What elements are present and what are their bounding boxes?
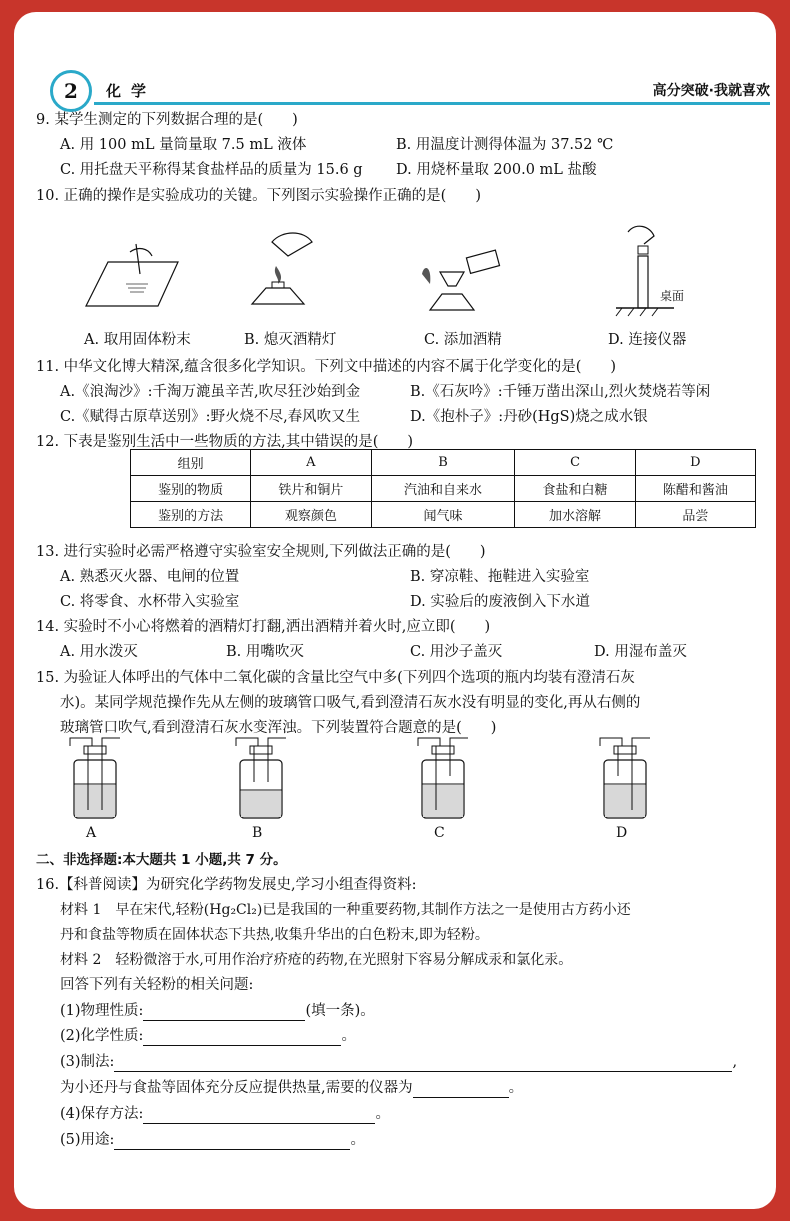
answer-blank[interactable]	[143, 1108, 375, 1124]
table-row	[131, 502, 756, 528]
q13-stem: 13. 进行实验时必需严格遵守实验室安全规则,下列做法正确的是( )	[36, 544, 486, 560]
slogan: 高分突破·我就喜欢	[652, 83, 770, 99]
bottle-d-label: D	[616, 825, 628, 841]
table-cell: C	[515, 450, 635, 476]
page	[14, 12, 776, 1209]
table-cell: A	[251, 450, 371, 476]
q14-stem: 14. 实验时不小心将燃着的酒精灯打翻,洒出酒精并着火时,应立即( )	[36, 619, 491, 635]
subject-title: 化学	[106, 82, 157, 100]
bottle-b-figure	[228, 732, 292, 822]
q16-part-1-label: (1)物理性质:	[60, 1003, 144, 1019]
q16-intro: 16.【科普阅读】为研究化学药物发展史,学习小组查得资料:	[36, 877, 417, 893]
q16-part-4-label: (4)保存方法:	[60, 1106, 144, 1122]
fig-connect	[614, 220, 694, 320]
q11-stem: 11. 中华文化博大精深,蕴含很多化学知识。下列文中描述的内容不属于化学变化的是( )	[36, 359, 617, 375]
table-cell: 观察颜色	[251, 502, 371, 528]
q11-option-d: D.《抱朴子》:丹砂(HgS)烧之成水银	[410, 409, 648, 425]
q9-option-b: B. 用温度计测得体温为 37.52 ℃	[396, 137, 614, 153]
q16-part-5	[60, 1130, 365, 1150]
bottle-c-figure	[410, 732, 474, 822]
bottle-d-figure	[592, 732, 656, 822]
q10-option-b: B. 熄灭酒精灯	[244, 332, 337, 348]
q16-part-3-comma: ,	[732, 1054, 738, 1070]
page-header	[50, 70, 770, 108]
q13-option-d: D. 实验后的废液倒入下水道	[410, 594, 590, 610]
table-cell: 食盐和白糖	[515, 476, 635, 502]
q14-option-b: B. 用嘴吹灭	[226, 644, 304, 660]
table-cell: 陈醋和酱油	[635, 476, 755, 502]
table-cell: B	[371, 450, 515, 476]
q9-option-a: A. 用 100 mL 量筒量取 7.5 mL 液体	[60, 137, 307, 153]
q16-material-2: 材料 2 轻粉微溶于水,可用作治疗疥疮的药物,在光照射下容易分解成汞和氯化汞。	[60, 952, 573, 968]
q15-line-2: 水)。某同学规范操作先从左侧的玻璃管口吸气,看到澄清石灰水没有明显的变化,再从右侧的	[60, 695, 641, 711]
section-2-title: 二、非选择题:本大题共 1 小题,共 7 分。	[36, 852, 287, 868]
q13-option-c: C. 将零食、水杯带入实验室	[60, 594, 240, 610]
q16-part-3-label: (3)制法:	[60, 1054, 115, 1070]
table-cell: 加水溶解	[515, 502, 635, 528]
bottle-a-label: A	[86, 825, 97, 841]
table-cell: 组别	[131, 450, 251, 476]
q13-option-a: A. 熟悉灭火器、电闸的位置	[60, 569, 240, 585]
q9-stem: 9. 某学生测定的下列数据合理的是( )	[36, 112, 298, 128]
q12-table	[130, 449, 756, 528]
q16-part-1-suffix: (填一条)。	[305, 1003, 375, 1019]
q11-option-a: A.《浪淘沙》:千淘万漉虽辛苦,吹尽狂沙始到金	[60, 384, 361, 400]
table-cell: D	[635, 450, 755, 476]
fig-desk-label: 桌面	[660, 289, 685, 303]
answer-blank[interactable]	[413, 1082, 509, 1098]
q9-option-c: C. 用托盘天平称得某食盐样品的质量为 15.6 g	[60, 162, 363, 178]
q16-part-4	[60, 1104, 390, 1124]
fig-powder	[78, 234, 188, 314]
q12-stem: 12. 下表是鉴别生活中一些物质的方法,其中错误的是( )	[36, 434, 414, 450]
q16-material-1b: 丹和食盐等物质在固体状态下共热,收集升华出的白色粉末,即为轻粉。	[60, 927, 489, 943]
q16-part-3	[60, 1052, 737, 1072]
q16-part-2	[60, 1026, 356, 1046]
bottle-c-label: C	[434, 825, 445, 841]
q14-option-a: A. 用水泼灭	[60, 644, 138, 660]
table-row	[131, 450, 756, 476]
q15-line-1: 15. 为验证人体呼出的气体中二氧化碳的含量比空气中多(下列四个选项的瓶内均装有澄清石灰	[36, 670, 635, 686]
q9-option-d: D. 用烧杯量取 200.0 mL 盐酸	[396, 162, 597, 178]
bottle-a-figure	[62, 732, 126, 822]
q15-line-3: 玻璃管口吹气,看到澄清石灰水变浑浊。下列装置符合题意的是( )	[60, 720, 497, 736]
q16-part-1	[60, 1001, 375, 1021]
table-cell: 鉴别的物质	[131, 476, 251, 502]
q10-option-a: A. 取用固体粉末	[84, 332, 191, 348]
fig-add-alcohol	[412, 244, 512, 316]
q14-option-d: D. 用湿布盖灭	[594, 644, 687, 660]
q16-part-3b	[60, 1078, 523, 1098]
q16-part-5-end: 。	[350, 1132, 365, 1148]
answer-blank[interactable]	[114, 1134, 350, 1150]
page-number: 2	[50, 70, 92, 112]
q11-option-c: C.《赋得古原草送别》:野火烧不尽,春风吹又生	[60, 409, 361, 425]
fig-lamp	[232, 222, 322, 317]
table-cell: 品尝	[635, 502, 755, 528]
q16-material-1a: 材料 1 早在宋代,轻粉(Hg₂Cl₂)已是我国的一种重要药物,其制作方法之一是使用古方药小还	[60, 902, 631, 918]
q10-stem: 10. 正确的操作是实验成功的关键。下列图示实验操作正确的是( )	[36, 188, 481, 204]
q16-part-2-end: 。	[341, 1028, 356, 1044]
q16-part-2-label: (2)化学性质:	[60, 1028, 144, 1044]
q16-part-4-end: 。	[375, 1106, 390, 1122]
q14-option-c: C. 用沙子盖灭	[410, 644, 503, 660]
answer-blank[interactable]	[114, 1056, 732, 1072]
table-cell: 汽油和自来水	[371, 476, 515, 502]
header-rule	[94, 102, 770, 105]
q16-part-3b-text: 为小还丹与食盐等固体充分反应提供热量,需要的仪器为	[60, 1080, 413, 1096]
q10-option-d: D. 连接仪器	[608, 332, 687, 348]
table-cell: 闻气味	[371, 502, 515, 528]
q16-ask: 回答下列有关轻粉的相关问题:	[60, 977, 254, 993]
bottle-b-label: B	[252, 825, 263, 841]
table-row	[131, 476, 756, 502]
q16-part-5-label: (5)用途:	[60, 1132, 115, 1148]
table-cell: 铁片和铜片	[251, 476, 371, 502]
answer-blank[interactable]	[143, 1030, 341, 1046]
q11-option-b: B.《石灰吟》:千锤万凿出深山,烈火焚烧若等闲	[410, 384, 711, 400]
table-cell: 鉴别的方法	[131, 502, 251, 528]
q16-part-3b-end: 。	[508, 1080, 524, 1096]
q10-option-c: C. 添加酒精	[424, 332, 502, 348]
q13-option-b: B. 穿凉鞋、拖鞋进入实验室	[410, 569, 590, 585]
answer-blank[interactable]	[143, 1005, 305, 1021]
